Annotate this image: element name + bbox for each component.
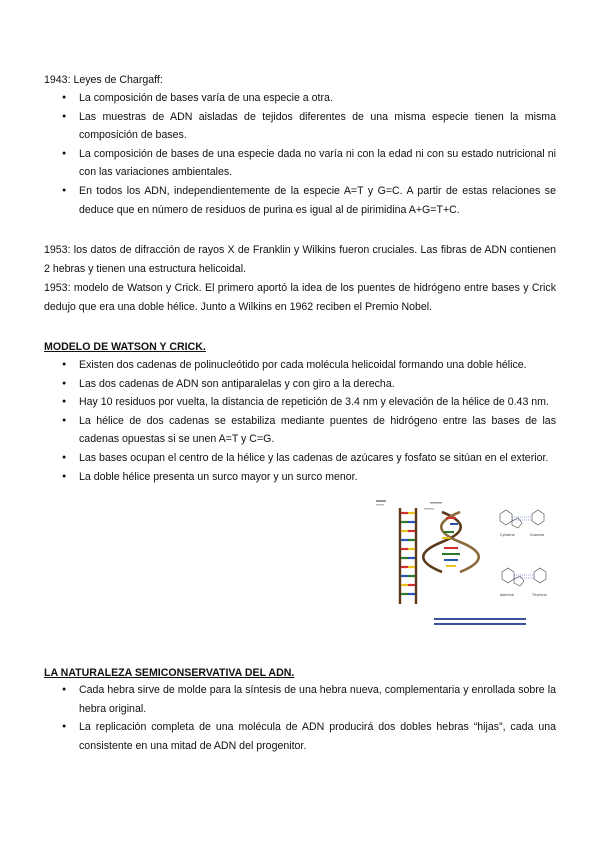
list-item: ● Existen dos cadenas de polinucleótido por cada molécula helicoidal formando una doble hélice. bbox=[62, 356, 556, 375]
list-item: ● La replicación completa de una molécula de ADN producirá dos dobles hebras “hijas”, cada una consistente en una mitad de ADN del progenitor. bbox=[62, 718, 556, 755]
watson-crick-heading: MODELO DE WATSON Y CRICK. bbox=[44, 341, 206, 353]
list-item: ● Cada hebra sirve de molde para la síntesis de una hebra nueva, complementaria y enrollada sobre la hebra original. bbox=[62, 681, 556, 718]
list-item: ● La composición de bases de una especie dada no varía ni con la edad ni con su estado nutricional ni con las variaciones ambientales. bbox=[62, 145, 556, 182]
label-guanine: Guanine bbox=[530, 533, 545, 537]
semiconservative-heading: LA NATURALEZA SEMICONSERVATIVA DEL ADN. bbox=[44, 667, 295, 679]
list-item: ● Las dos cadenas de ADN son antiparalelas y con giro a la derecha. bbox=[62, 375, 556, 394]
list-item: ● Las bases ocupan el centro de la hélice y las cadenas de azúcares y fosfato se sitúan en el exterior. bbox=[62, 449, 556, 468]
history-paragraph-2: 1953: modelo de Watson y Crick. El primero aportó la idea de los puentes de hidrógeno entre bases y Crick dedujo que era una doble hélice. Junto a Wilkins en 1962 reciben el Premio Nobel. bbox=[44, 282, 556, 313]
list-item: ● Las muestras de ADN aisladas de tejidos diferentes de una misma especie tienen la misma composición de bases. bbox=[62, 108, 556, 145]
label-adenine: Adenine bbox=[500, 593, 514, 597]
dna-figure bbox=[372, 494, 558, 642]
semiconservative-list bbox=[62, 681, 556, 755]
list-item: ● La hélice de dos cadenas se estabiliza mediante puentes de hidrógeno entre las bases de las cadenas opuestas si se unen A=T y C=G. bbox=[62, 412, 556, 449]
history-paragraph-1: 1953: los datos de difracción de rayos X de Franklin y Wilkins fueron cruciales. Las fibras de ADN contienen 2 hebras y tienen una estructura helicoidal. bbox=[44, 244, 556, 275]
list-item: ● Hay 10 residuos por vuelta, la distancia de repetición de 3.4 nm y elevación de la hélice de 0.43 nm. bbox=[62, 393, 556, 412]
label-cytosine: Cytosine bbox=[500, 533, 515, 537]
list-item: ● La doble hélice presenta un surco mayor y un surco menor. bbox=[62, 468, 368, 487]
chargaff-list bbox=[62, 89, 556, 219]
watson-crick-list bbox=[62, 356, 556, 486]
list-item: ● En todos los ADN, independientemente de la especie A=T y G=C. A partir de estas relaciones se deduce que en número de residuos de purina es igual al de pirimidina A+G=T+C. bbox=[62, 182, 556, 219]
list-item: ● La composición de bases varía de una especie a otra. bbox=[62, 89, 556, 108]
chargaff-title: 1943: Leyes de Chargaff: bbox=[44, 74, 163, 86]
label-thymine: Thymine bbox=[532, 593, 547, 597]
